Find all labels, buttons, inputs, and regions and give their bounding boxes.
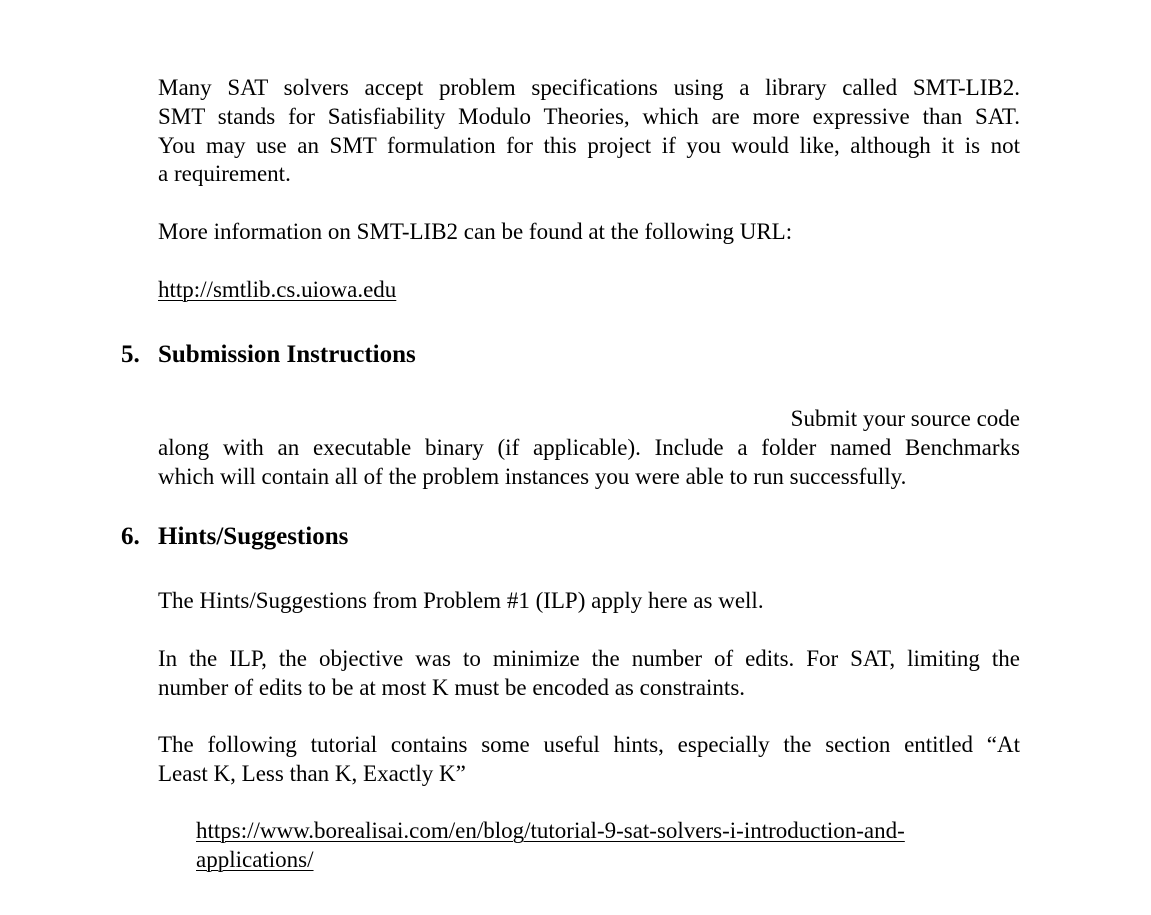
section-6-title: Hints/Suggestions bbox=[158, 523, 349, 550]
smtlib-url-paragraph bbox=[158, 276, 1020, 305]
tutorial-link-line[interactable]: https://www.borealisai.com/en/blog/tutorial-9-sat-solvers-i-introduction-and- bbox=[196, 818, 905, 843]
intro-line: Many SAT solvers accept problem specifications using a library called SMT-LIB2. bbox=[158, 75, 1020, 100]
hints-paragraph-1: The Hints/Suggestions from Problem #1 (ILP) apply here as well. bbox=[158, 588, 764, 613]
tutorial-link-line[interactable]: applications/ bbox=[196, 846, 314, 872]
section-6-number: 6. bbox=[121, 523, 140, 550]
submission-line: which will contain all of the problem instances you were able to run successfully. bbox=[158, 463, 907, 489]
intro-paragraph bbox=[158, 74, 1020, 189]
submission-paragraph bbox=[158, 405, 1020, 491]
section-6-heading bbox=[121, 522, 348, 552]
section-5-title: Submission Instructions bbox=[158, 341, 416, 368]
hints-line: number of edits to be at most K must be encoded as constraints. bbox=[158, 674, 746, 700]
smtlib-link[interactable]: http://smtlib.cs.uiowa.edu bbox=[158, 277, 397, 302]
submission-line: along with an executable binary (if applicable). Include a folder named Benchmarks bbox=[158, 434, 1020, 460]
hints-line: Least K, Less than K, Exactly K” bbox=[158, 760, 466, 786]
intro-line: SMT stands for Satisfiability Modulo Theories, which are more expressive than SAT. bbox=[158, 103, 1020, 129]
intro-line: a requirement. bbox=[158, 161, 291, 187]
hints-line: The following tutorial contains some useful hints, especially the section entitled “At bbox=[158, 732, 1020, 757]
submission-first-line: Submit your source code bbox=[790, 406, 1020, 431]
intro-line: You may use an SMT formulation for this project if you would like, although it is not bbox=[158, 132, 1020, 158]
tutorial-url-paragraph bbox=[196, 817, 1020, 875]
section-5-heading bbox=[121, 340, 416, 370]
hints-paragraph-2 bbox=[158, 645, 1020, 703]
section-5-number: 5. bbox=[121, 341, 140, 368]
hints-line: In the ILP, the objective was to minimize the number of edits. For SAT, limiting the bbox=[158, 646, 1020, 671]
more-info-text: More information on SMT-LIB2 can be found at the following URL: bbox=[158, 219, 793, 244]
hints-paragraph-3 bbox=[158, 731, 1020, 789]
